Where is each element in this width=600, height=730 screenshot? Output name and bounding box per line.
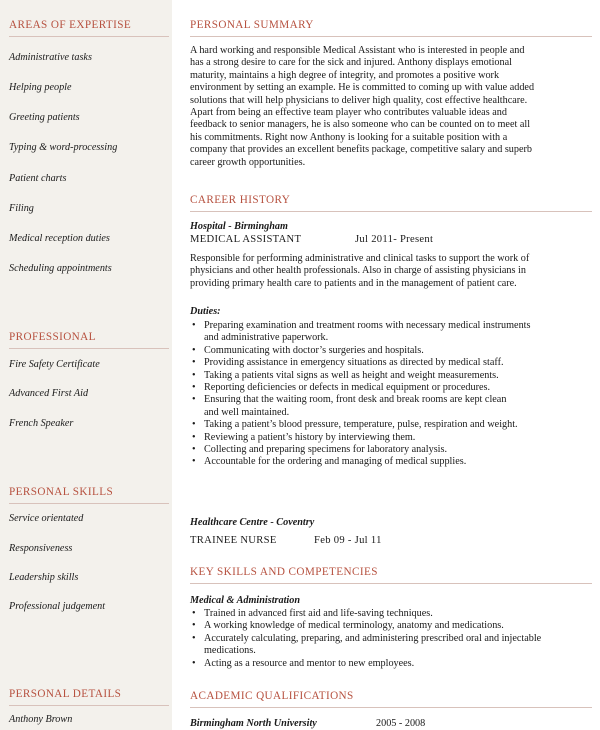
job2-dates: Feb 09 - Jul 11 bbox=[314, 535, 382, 546]
summary-line: career growth opportunities. bbox=[190, 156, 306, 168]
professional-item: Fire Safety Certificate bbox=[9, 359, 100, 370]
job1-description bbox=[190, 253, 590, 290]
list-item: • Reporting deficiencies or defects in medical equipment or procedures. bbox=[190, 382, 590, 394]
job2-role bbox=[190, 535, 382, 547]
expertise-item: Scheduling appointments bbox=[9, 263, 112, 274]
divider bbox=[190, 583, 592, 584]
divider bbox=[9, 348, 169, 349]
summary-line: company that provides an excellent benefits package, competitive salary and superb bbox=[190, 144, 533, 156]
job2-title: TRAINEE NURSE bbox=[190, 535, 277, 546]
sidebar bbox=[0, 0, 172, 730]
academic-heading: ACADEMIC QUALIFICATIONS bbox=[190, 690, 354, 702]
expertise-item: Greeting patients bbox=[9, 112, 80, 123]
academic-entry bbox=[190, 718, 425, 730]
summary-paragraph bbox=[190, 45, 590, 169]
summary-line: feedback to senior managers, he is also someone who can be counted on to meet all bbox=[190, 119, 531, 131]
description-line: Responsible for performing administrative and clinical tasks to support the work of bbox=[190, 253, 530, 264]
summary-line: has a strong desire to care for the sick and injured. Anthony displays emotional bbox=[190, 57, 512, 69]
list-item: • A working knowledge of medical terminology, anatomy and medications. bbox=[190, 620, 590, 632]
key-skills-subheading: Medical & Administration bbox=[190, 595, 301, 606]
list-item: • Accurately calculating, preparing, and administering prescribed oral and injectable medications. bbox=[190, 633, 590, 658]
expertise-item: Medical reception duties bbox=[9, 233, 110, 244]
areas-of-expertise-heading: AREAS OF EXPERTISE bbox=[9, 19, 132, 31]
expertise-item: Administrative tasks bbox=[9, 52, 92, 63]
list-item: • Collecting and preparing specimens for laboratory analysis. bbox=[190, 444, 590, 456]
description-line: physicians and other health professionals. Also in charge of assisting physicians in bbox=[190, 265, 526, 277]
career-history-heading: CAREER HISTORY bbox=[190, 194, 291, 206]
expertise-item: Patient charts bbox=[9, 173, 67, 184]
list-item: • Taking a patients vital signs as well as height and weight measurements. bbox=[190, 370, 590, 382]
summary-line: A hard working and responsible Medical Assistant who is interested in people and bbox=[190, 45, 525, 56]
divider bbox=[9, 503, 169, 504]
skill-item: Professional judgement bbox=[9, 601, 106, 612]
divider bbox=[190, 211, 592, 212]
key-skills-heading: KEY SKILLS AND COMPETENCIES bbox=[190, 566, 378, 578]
expertise-item: Filing bbox=[9, 203, 34, 214]
summary-line: Apart from being an effective team player who contributes valuable ideas and bbox=[190, 107, 507, 119]
list-item: • Trained in advanced first aid and life-saving techniques. bbox=[190, 608, 590, 620]
duties-label: Duties: bbox=[190, 306, 221, 317]
skill-item: Leadership skills bbox=[9, 572, 79, 583]
personal-details-heading: PERSONAL DETAILS bbox=[9, 688, 122, 700]
list-item: • Acting as a resource and mentor to new employees. bbox=[190, 658, 590, 670]
main-content bbox=[178, 0, 592, 730]
job1-title: MEDICAL ASSISTANT bbox=[190, 234, 302, 245]
divider bbox=[9, 36, 169, 37]
details-name: Anthony Brown bbox=[9, 714, 73, 725]
job1-role bbox=[190, 234, 433, 246]
job1-dates: Jul 2011- Present bbox=[355, 234, 434, 245]
summary-line: his commitments. Right now Anthony is looking for a suitable position with a bbox=[190, 131, 508, 143]
list-item: • Providing assistance in emergency situations as directed by medical staff. bbox=[190, 357, 590, 369]
skill-item: Service orientated bbox=[9, 513, 84, 524]
skill-item: Responsiveness bbox=[9, 543, 73, 554]
summary-line: solutions that will help physicians to deliver high quality, cost effective healthcare. bbox=[190, 94, 528, 106]
list-item: • Taking a patient’s blood pressure, temperature, pulse, respiration and weight. bbox=[190, 419, 590, 431]
list-item: • Ensuring that the waiting room, front desk and break rooms are kept clean and well maintained. bbox=[190, 394, 590, 419]
list-item: • Accountable for the ordering and managing of medical supplies. bbox=[190, 456, 590, 468]
description-line: providing primary health care to patients and in the management of patient care. bbox=[190, 277, 517, 289]
job2-employer: Healthcare Centre - Coventry bbox=[190, 517, 315, 528]
list-item: • Reviewing a patient’s history by interviewing them. bbox=[190, 432, 590, 444]
list-item: • Preparing examination and treatment rooms with necessary medical instruments and administrative paperwork. bbox=[190, 320, 590, 345]
divider bbox=[9, 705, 169, 706]
expertise-item: Helping people bbox=[9, 82, 72, 93]
divider bbox=[190, 707, 592, 708]
personal-skills-heading: PERSONAL SKILLS bbox=[9, 486, 114, 498]
professional-item: French Speaker bbox=[9, 418, 74, 429]
job1-employer: Hospital - Birmingham bbox=[190, 221, 288, 232]
divider bbox=[190, 36, 592, 37]
summary-line: environment by setting an example. He is committed to coming up with value added bbox=[190, 82, 535, 94]
key-skills-list bbox=[190, 608, 590, 670]
professional-heading: PROFESSIONAL bbox=[9, 331, 96, 343]
duties-list bbox=[190, 320, 590, 469]
academic-institution: Birmingham North University bbox=[190, 718, 317, 729]
expertise-item: Typing & word-processing bbox=[9, 142, 118, 153]
professional-item: Advanced First Aid bbox=[9, 388, 89, 399]
list-item: • Communicating with doctor’s surgeries and hospitals. bbox=[190, 345, 590, 357]
personal-summary-heading: PERSONAL SUMMARY bbox=[190, 19, 314, 31]
academic-dates: 2005 - 2008 bbox=[376, 718, 426, 729]
summary-line: maturity, maintains a high degree of integrity, and promotes a positive work bbox=[190, 69, 500, 81]
